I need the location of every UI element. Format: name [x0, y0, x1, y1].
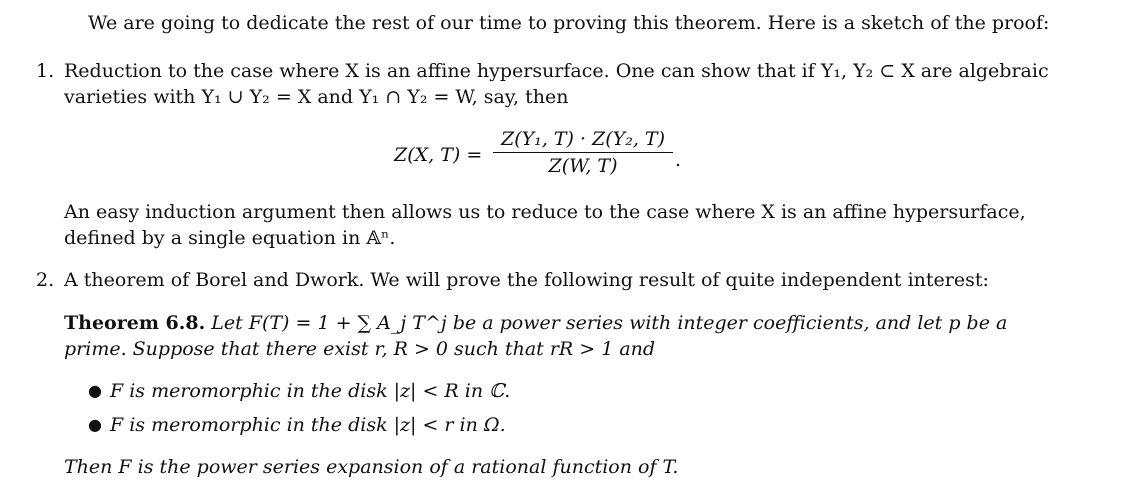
item-1-after-line-2: defined by a single equation in 𝔸ⁿ.: [64, 227, 396, 249]
theorem-line-1: [64, 311, 1007, 335]
item-1-line-1-rest: One can show that if Y₁, Y₂ ⊂ X are algebraic: [615, 60, 1049, 82]
theorem-label: Theorem 6.8.: [64, 312, 206, 334]
theorem-conclusion: Then F is the power series expansion of a rational function of T.: [64, 456, 679, 478]
equation-lhs: Z(X, T) =: [394, 144, 483, 166]
theorem-statement-line-1: Let F(T) = 1 + ∑ A_j T^j be a power series with integer coefficients, and let p be a: [211, 312, 1008, 334]
equation-period: .: [675, 149, 682, 171]
item-1-number: 1.: [36, 60, 55, 82]
theorem-bullet-2: F is meromorphic in the disk |z| < r in Ω.: [110, 414, 506, 436]
equation-denominator: Z(W, T): [548, 155, 618, 177]
equation-fraction: [493, 128, 673, 177]
equation-numerator: Z(Y₁, T) · Z(Y₂, T): [501, 128, 665, 150]
item-1-after-line-1: An easy induction argument then allows us to reduce to the case where X is an affine hypersurface,: [64, 201, 1026, 223]
theorem-line-2: prime. Suppose that there exist r, R > 0 such that rR > 1 and: [64, 338, 656, 360]
item-1-line-2: varieties with Y₁ ∪ Y₂ = X and Y₁ ∩ Y₂ = W, say, then: [64, 86, 569, 108]
item-1-title: Reduction to the case where X is an affine hypersurface.: [64, 60, 610, 82]
item-1-line-1: [64, 59, 1049, 83]
bullet-marker: ●: [88, 415, 102, 434]
item-2-text: A theorem of Borel and Dwork. We will prove the following result of quite independent interest:: [64, 269, 989, 291]
item-2-number: 2.: [36, 269, 55, 291]
bullet-marker: ●: [88, 381, 102, 400]
intro-paragraph: We are going to dedicate the rest of our time to proving this theorem. Here is a sketch of the proof:: [88, 12, 1050, 34]
theorem-bullet-1: F is meromorphic in the disk |z| < R in ℂ.: [110, 380, 511, 402]
